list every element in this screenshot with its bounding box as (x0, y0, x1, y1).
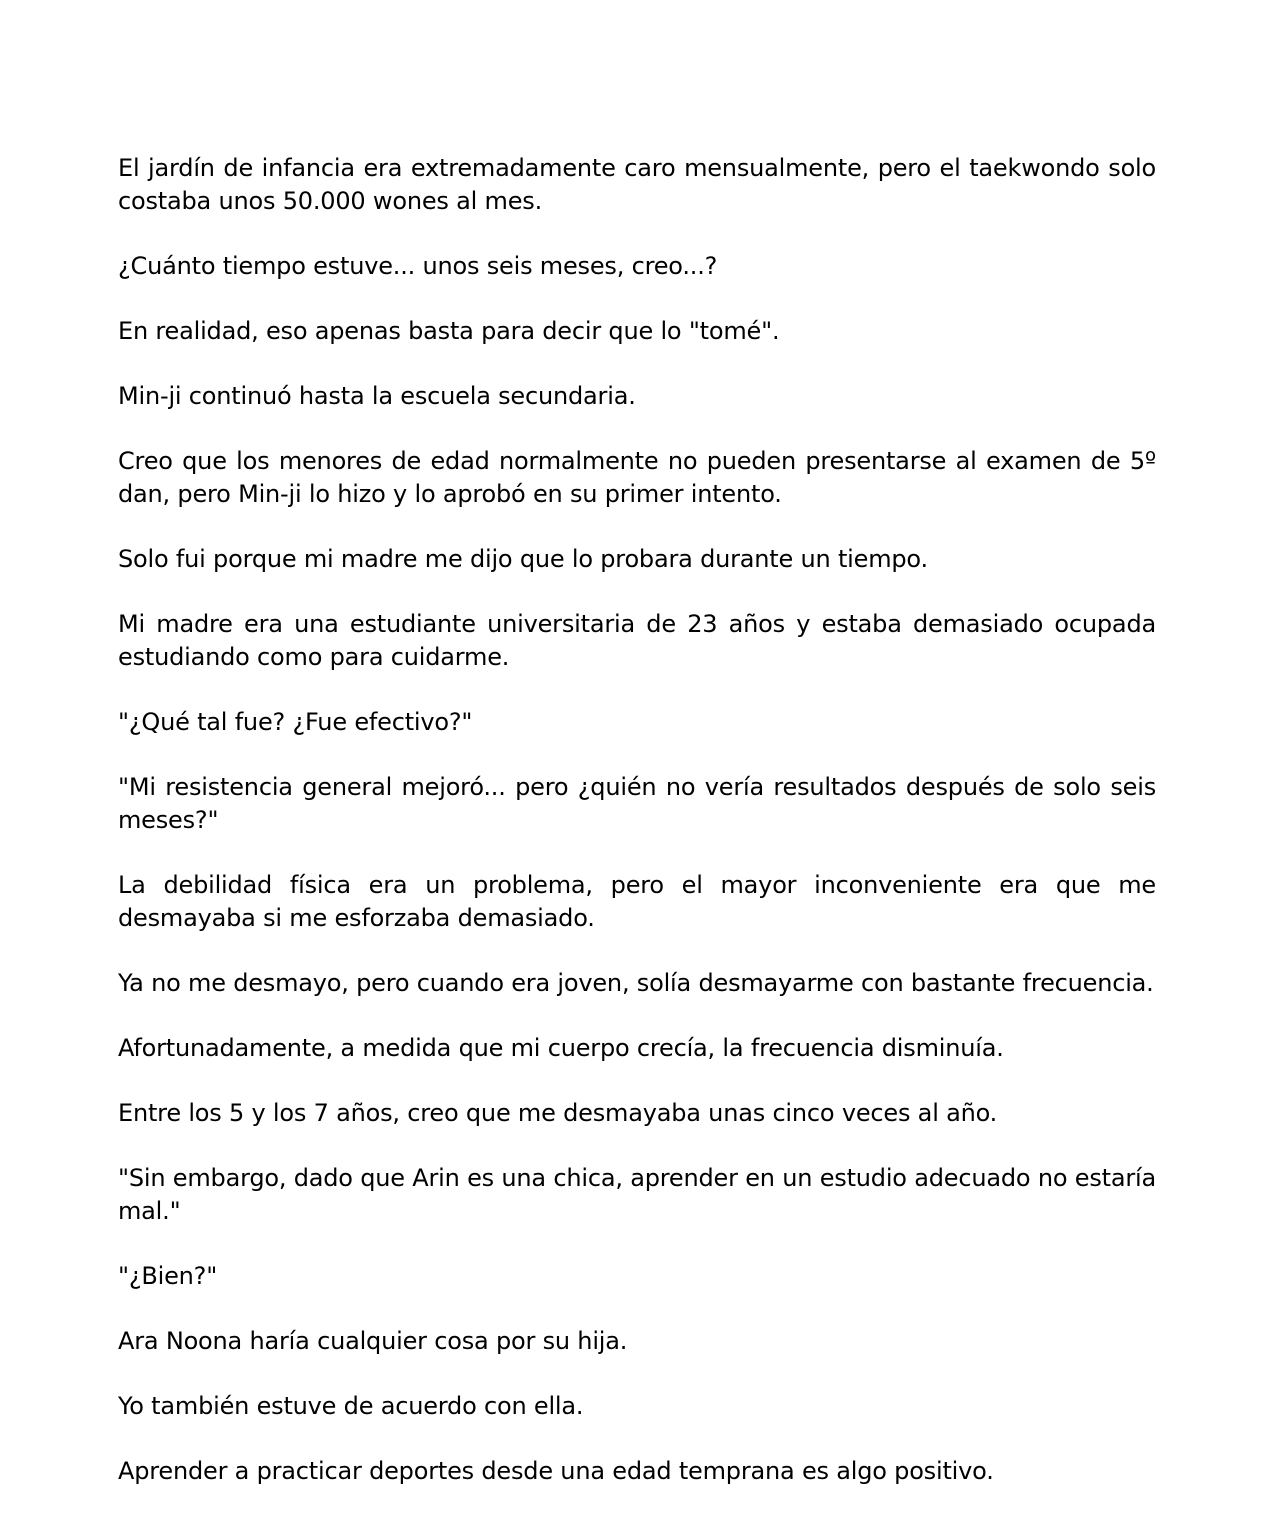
text-body (118, 152, 1156, 1515)
paragraph: Aprender a practicar deportes desde una edad temprana es algo positivo. (118, 1457, 994, 1485)
paragraph: "Mi resistencia general mejoró... pero ¿quién no vería resultados después de solo seis meses?" (118, 773, 1156, 834)
paragraph: Min-ji continuó hasta la escuela secundaria. (118, 382, 636, 410)
paragraph: El jardín de infancia era extremadamente caro mensualmente, pero el taekwondo solo costaba unos 50.000 wones al mes. (118, 154, 1156, 215)
paragraph: Creo que los menores de edad normalmente no pueden presentarse al examen de 5º dan, pero Min-ji lo hizo y lo aprobó en su primer intento. (118, 447, 1156, 508)
paragraph: Afortunadamente, a medida que mi cuerpo crecía, la frecuencia disminuía. (118, 1034, 1004, 1062)
paragraph: Mi madre era una estudiante universitaria de 23 años y estaba demasiado ocupada estudiando como para cuidarme. (118, 610, 1156, 671)
paragraph: ¿Cuánto tiempo estuve... unos seis meses, creo...? (118, 252, 718, 280)
paragraph: Entre los 5 y los 7 años, creo que me desmayaba unas cinco veces al año. (118, 1099, 998, 1127)
paragraph: Solo fui porque mi madre me dijo que lo probara durante un tiempo. (118, 545, 928, 573)
paragraph: Yo también estuve de acuerdo con ella. (118, 1392, 584, 1420)
paragraph: "¿Qué tal fue? ¿Fue efectivo?" (118, 708, 473, 736)
paragraph: "¿Bien?" (118, 1262, 218, 1290)
paragraph: "Sin embargo, dado que Arin es una chica, aprender en un estudio adecuado no estaría mal." (118, 1164, 1156, 1225)
paragraph: Ya no me desmayo, pero cuando era joven, solía desmayarme con bastante frecuencia. (118, 969, 1154, 997)
paragraph: En realidad, eso apenas basta para decir que lo "tomé". (118, 317, 780, 345)
paragraph: La debilidad física era un problema, pero el mayor inconveniente era que me desmayaba si me esforzaba demasiado. (118, 871, 1156, 932)
paragraph: Ara Noona haría cualquier cosa por su hija. (118, 1327, 628, 1355)
